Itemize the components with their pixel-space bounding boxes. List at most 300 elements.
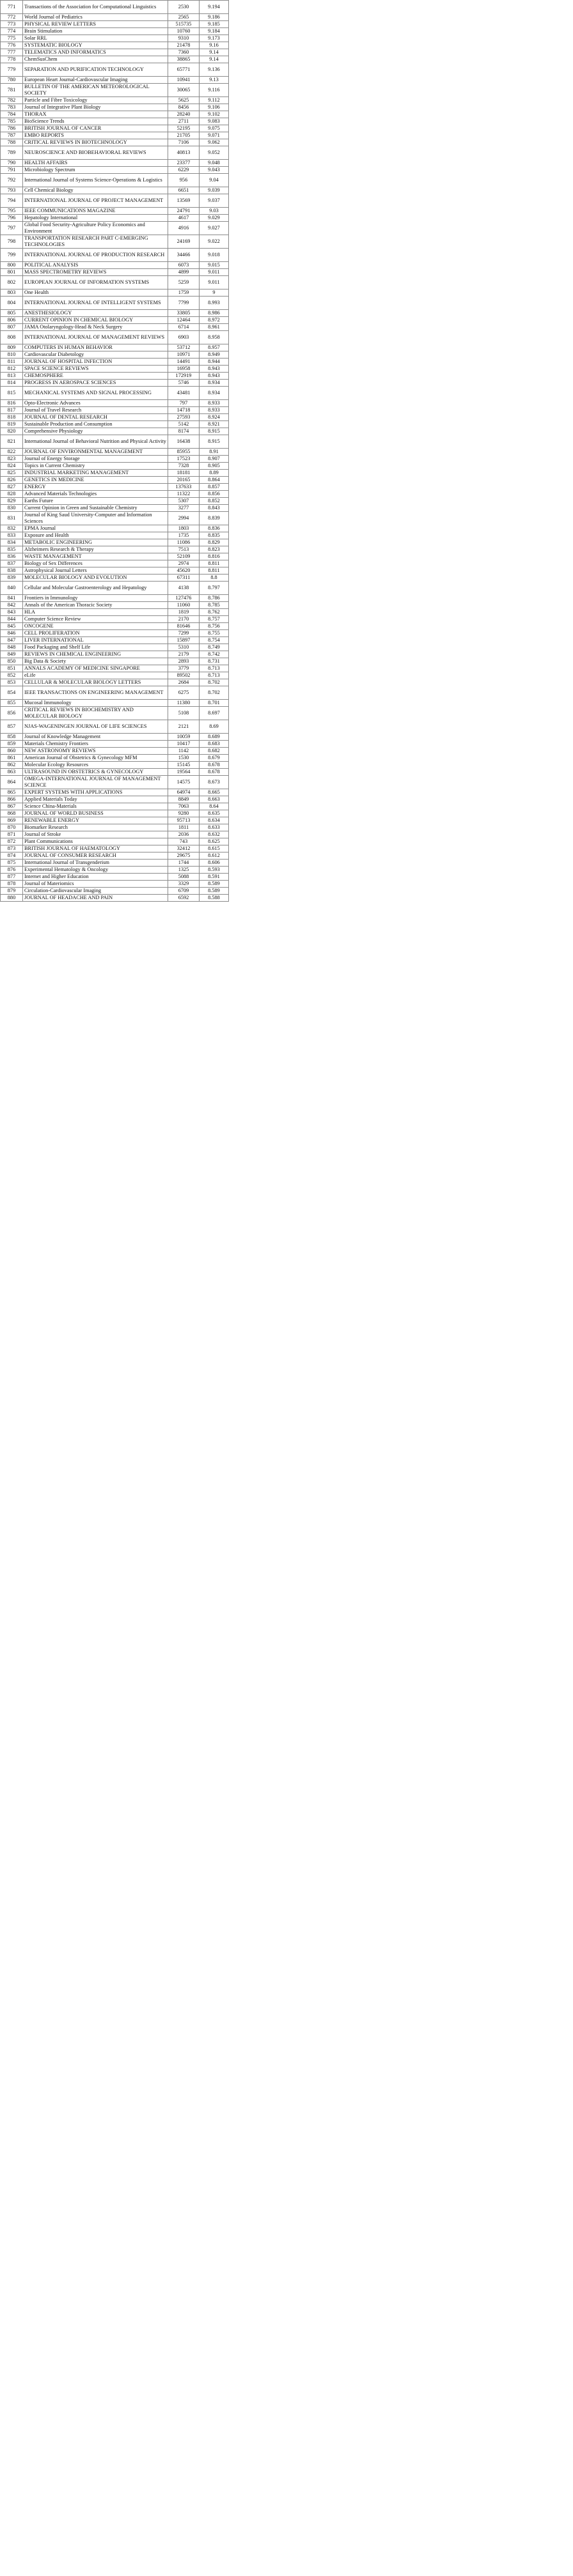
table-row xyxy=(1,414,229,421)
journal-name-cell: Topics in Current Chemistry xyxy=(23,463,168,470)
rank-cell: 795 xyxy=(1,208,23,215)
citations-cell: 6592 xyxy=(168,895,200,902)
rank-cell: 828 xyxy=(1,491,23,498)
journal-name-cell: CHEMOSPHERE xyxy=(23,373,168,380)
journal-name-cell: Annals of the American Thoracic Society xyxy=(23,602,168,609)
rank-cell: 863 xyxy=(1,769,23,776)
impact-factor-cell: 8.689 xyxy=(200,734,229,741)
journal-name-cell: ChemSusChem xyxy=(23,56,168,63)
journal-name-cell: EXPERT SYSTEMS WITH APPLICATIONS xyxy=(23,789,168,796)
table-row xyxy=(1,463,229,470)
citations-cell: 956 xyxy=(168,174,200,187)
impact-factor-cell: 9.14 xyxy=(200,56,229,63)
rank-cell: 838 xyxy=(1,567,23,575)
table-row xyxy=(1,428,229,435)
rank-cell: 815 xyxy=(1,387,23,400)
journal-name-cell: SPACE SCIENCE REVIEWS xyxy=(23,366,168,373)
rank-cell: 843 xyxy=(1,609,23,616)
citations-cell: 7360 xyxy=(168,49,200,56)
journal-name-cell: HLA xyxy=(23,609,168,616)
journal-name-cell: PROGRESS IN AEROSPACE SCIENCES xyxy=(23,380,168,387)
impact-factor-cell: 8.625 xyxy=(200,838,229,845)
impact-factor-cell: 8.857 xyxy=(200,484,229,491)
journal-name-cell: MASS SPECTROMETRY REVIEWS xyxy=(23,269,168,276)
citations-cell: 9310 xyxy=(168,35,200,42)
citations-cell: 10417 xyxy=(168,741,200,748)
table-row xyxy=(1,498,229,505)
table-row xyxy=(1,616,229,623)
citations-cell: 797 xyxy=(168,400,200,407)
citations-cell: 2684 xyxy=(168,679,200,686)
impact-factor-cell: 8.915 xyxy=(200,435,229,449)
citations-cell: 14491 xyxy=(168,359,200,366)
rank-cell: 798 xyxy=(1,235,23,249)
table-row xyxy=(1,351,229,359)
rank-cell: 865 xyxy=(1,789,23,796)
impact-factor-cell: 8.986 xyxy=(200,310,229,317)
impact-factor-cell: 8.678 xyxy=(200,769,229,776)
rank-cell: 786 xyxy=(1,125,23,132)
table-row xyxy=(1,146,229,160)
citations-cell: 8174 xyxy=(168,428,200,435)
citations-cell: 4899 xyxy=(168,269,200,276)
table-row xyxy=(1,42,229,49)
journal-name-cell: Applied Materials Today xyxy=(23,796,168,803)
citations-cell: 16438 xyxy=(168,435,200,449)
citations-cell: 29675 xyxy=(168,852,200,860)
journal-name-cell: WASTE MANAGEMENT xyxy=(23,553,168,560)
table-row xyxy=(1,860,229,867)
impact-factor-cell: 8.856 xyxy=(200,491,229,498)
citations-cell: 20165 xyxy=(168,477,200,484)
citations-cell: 38865 xyxy=(168,56,200,63)
citations-cell: 5746 xyxy=(168,380,200,387)
impact-factor-cell: 9.136 xyxy=(200,63,229,77)
journal-name-cell: One Health xyxy=(23,289,168,297)
journal-name-cell: INDUSTRIAL MARKETING MANAGEMENT xyxy=(23,470,168,477)
table-row xyxy=(1,132,229,139)
journal-name-cell: INTERNATIONAL JOURNAL OF INTELLIGENT SYSTEMS xyxy=(23,297,168,310)
table-row xyxy=(1,317,229,324)
citations-cell: 10971 xyxy=(168,351,200,359)
journal-name-cell: Alzheimers Research & Therapy xyxy=(23,546,168,553)
journal-name-cell: Journal of Travel Research xyxy=(23,407,168,414)
citations-cell: 52109 xyxy=(168,553,200,560)
table-row xyxy=(1,49,229,56)
rank-cell: 813 xyxy=(1,373,23,380)
rank-cell: 871 xyxy=(1,831,23,838)
impact-factor-cell: 8.972 xyxy=(200,317,229,324)
rank-cell: 832 xyxy=(1,525,23,532)
journal-name-cell: Journal of King Saud University-Computer and Information Sciences xyxy=(23,512,168,525)
impact-factor-cell: 9.16 xyxy=(200,42,229,49)
journal-name-cell: Plant Communications xyxy=(23,838,168,845)
journal-name-cell: European Heart Journal-Cardiovascular Imaging xyxy=(23,77,168,84)
journal-name-cell: TRANSPORTATION RESEARCH PART C-EMERGING TECHNOLOGIES xyxy=(23,235,168,249)
journal-name-cell: Computer Science Review xyxy=(23,616,168,623)
rank-cell: 784 xyxy=(1,111,23,118)
table-row xyxy=(1,505,229,512)
table-row xyxy=(1,35,229,42)
journal-name-cell: Astrophysical Journal Letters xyxy=(23,567,168,575)
table-row xyxy=(1,803,229,810)
rank-cell: 834 xyxy=(1,539,23,546)
impact-factor-cell: 8.835 xyxy=(200,532,229,539)
rank-cell: 792 xyxy=(1,174,23,187)
table-row xyxy=(1,776,229,789)
journal-name-cell: IEEE COMMUNICATIONS MAGAZINE xyxy=(23,208,168,215)
table-row xyxy=(1,881,229,888)
journal-name-cell: Solar RRL xyxy=(23,35,168,42)
impact-factor-cell: 9.13 xyxy=(200,77,229,84)
journal-name-cell: Exposure and Health xyxy=(23,532,168,539)
table-row xyxy=(1,595,229,602)
table-row xyxy=(1,484,229,491)
impact-factor-cell: 9.194 xyxy=(200,1,229,14)
citations-cell: 6229 xyxy=(168,167,200,174)
rank-cell: 874 xyxy=(1,852,23,860)
citations-cell: 6275 xyxy=(168,686,200,700)
journal-name-cell: Big Data & Society xyxy=(23,658,168,665)
impact-factor-cell: 9.018 xyxy=(200,249,229,262)
rank-cell: 823 xyxy=(1,456,23,463)
journal-name-cell: Current Opinion in Green and Sustainable Chemistry xyxy=(23,505,168,512)
journal-name-cell: JOURNAL OF HOSPITAL INFECTION xyxy=(23,359,168,366)
impact-factor-cell: 8.742 xyxy=(200,651,229,658)
impact-factor-cell: 8.663 xyxy=(200,796,229,803)
table-row xyxy=(1,707,229,720)
rank-cell: 877 xyxy=(1,874,23,881)
rank-cell: 880 xyxy=(1,895,23,902)
journal-name-cell: Hepatology International xyxy=(23,215,168,222)
journal-name-cell: SYSTEMATIC BIOLOGY xyxy=(23,42,168,49)
rank-cell: 836 xyxy=(1,553,23,560)
table-row xyxy=(1,817,229,824)
table-row xyxy=(1,310,229,317)
impact-factor-cell: 9.039 xyxy=(200,187,229,194)
table-row xyxy=(1,160,229,167)
impact-factor-cell: 9.03 xyxy=(200,208,229,215)
journal-name-cell: ONCOGENE xyxy=(23,623,168,630)
citations-cell: 24791 xyxy=(168,208,200,215)
impact-factor-cell: 8.943 xyxy=(200,373,229,380)
journal-name-cell: Journal of Energy Storage xyxy=(23,456,168,463)
impact-factor-cell: 8.591 xyxy=(200,874,229,881)
table-row xyxy=(1,679,229,686)
table-row xyxy=(1,831,229,838)
table-row xyxy=(1,602,229,609)
journal-name-cell: Materials Chemistry Frontiers xyxy=(23,741,168,748)
citations-cell: 1325 xyxy=(168,867,200,874)
table-row xyxy=(1,539,229,546)
impact-factor-cell: 8.811 xyxy=(200,560,229,567)
rank-cell: 824 xyxy=(1,463,23,470)
impact-factor-cell: 8.786 xyxy=(200,595,229,602)
impact-factor-cell: 8.757 xyxy=(200,616,229,623)
journal-name-cell: MOLECULAR BIOLOGY AND EVOLUTION xyxy=(23,575,168,582)
rank-cell: 772 xyxy=(1,14,23,21)
table-body xyxy=(1,1,229,902)
citations-cell: 8456 xyxy=(168,104,200,111)
impact-factor-cell: 8.634 xyxy=(200,817,229,824)
rank-cell: 864 xyxy=(1,776,23,789)
table-row xyxy=(1,796,229,803)
rank-cell: 867 xyxy=(1,803,23,810)
rank-cell: 827 xyxy=(1,484,23,491)
impact-factor-cell: 9 xyxy=(200,289,229,297)
rank-cell: 818 xyxy=(1,414,23,421)
rank-cell: 833 xyxy=(1,532,23,539)
citations-cell: 5108 xyxy=(168,707,200,720)
citations-cell: 12464 xyxy=(168,317,200,324)
journal-name-cell: CRITICAL REVIEWS IN BIOCHEMISTRY AND MOLECULAR BIOLOGY xyxy=(23,707,168,720)
rank-cell: 825 xyxy=(1,470,23,477)
journal-name-cell: Circulation-Cardiovascular Imaging xyxy=(23,888,168,895)
journal-name-cell: INTERNATIONAL JOURNAL OF MANAGEMENT REVIEWS xyxy=(23,331,168,344)
impact-factor-cell: 8.816 xyxy=(200,553,229,560)
impact-factor-cell: 8.852 xyxy=(200,498,229,505)
rank-cell: 860 xyxy=(1,748,23,755)
table-row xyxy=(1,637,229,644)
rank-cell: 788 xyxy=(1,139,23,146)
journal-name-cell: CELL PROLIFERATION xyxy=(23,630,168,637)
journal-name-cell: Food Packaging and Shelf Life xyxy=(23,644,168,651)
rank-cell: 800 xyxy=(1,262,23,269)
impact-factor-cell: 9.075 xyxy=(200,125,229,132)
rank-cell: 870 xyxy=(1,824,23,831)
table-row xyxy=(1,456,229,463)
impact-factor-cell: 8.678 xyxy=(200,762,229,769)
rank-cell: 835 xyxy=(1,546,23,553)
citations-cell: 34466 xyxy=(168,249,200,262)
table-row xyxy=(1,215,229,222)
journal-name-cell: LIVER INTERNATIONAL xyxy=(23,637,168,644)
journal-name-cell: HEALTH AFFAIRS xyxy=(23,160,168,167)
journal-name-cell: BioScience Trends xyxy=(23,118,168,125)
rank-cell: 855 xyxy=(1,700,23,707)
table-row xyxy=(1,380,229,387)
citations-cell: 45620 xyxy=(168,567,200,575)
citations-cell: 1811 xyxy=(168,824,200,831)
table-row xyxy=(1,651,229,658)
citations-cell: 7799 xyxy=(168,297,200,310)
table-row xyxy=(1,449,229,456)
table-row xyxy=(1,888,229,895)
citations-cell: 32412 xyxy=(168,845,200,852)
citations-cell: 2036 xyxy=(168,831,200,838)
citations-cell: 7328 xyxy=(168,463,200,470)
citations-cell: 127476 xyxy=(168,595,200,602)
rank-cell: 779 xyxy=(1,63,23,77)
table-row xyxy=(1,734,229,741)
table-row xyxy=(1,77,229,84)
rank-cell: 857 xyxy=(1,720,23,734)
table-row xyxy=(1,111,229,118)
rank-cell: 817 xyxy=(1,407,23,414)
impact-factor-cell: 9.186 xyxy=(200,14,229,21)
impact-factor-cell: 8.921 xyxy=(200,421,229,428)
citations-cell: 14575 xyxy=(168,776,200,789)
journal-name-cell: Sustainable Production and Consumption xyxy=(23,421,168,428)
impact-factor-cell: 8.64 xyxy=(200,803,229,810)
impact-factor-cell: 8.89 xyxy=(200,470,229,477)
citations-cell: 89502 xyxy=(168,672,200,679)
rank-cell: 876 xyxy=(1,867,23,874)
impact-factor-cell: 8.713 xyxy=(200,672,229,679)
impact-factor-cell: 8.749 xyxy=(200,644,229,651)
rank-cell: 787 xyxy=(1,132,23,139)
impact-factor-cell: 9.112 xyxy=(200,97,229,104)
journal-name-cell: NJAS-WAGENINGEN JOURNAL OF LIFE SCIENCES xyxy=(23,720,168,734)
journal-name-cell: Science China-Materials xyxy=(23,803,168,810)
citations-cell: 4916 xyxy=(168,222,200,235)
rank-cell: 826 xyxy=(1,477,23,484)
rank-cell: 794 xyxy=(1,194,23,208)
journal-name-cell: International Journal of Systems Science-Operations & Logistics xyxy=(23,174,168,187)
impact-factor-cell: 8.907 xyxy=(200,456,229,463)
citations-cell: 65771 xyxy=(168,63,200,77)
rank-cell: 852 xyxy=(1,672,23,679)
journal-name-cell: Journal of Knowledge Management xyxy=(23,734,168,741)
citations-cell: 6903 xyxy=(168,331,200,344)
table-row xyxy=(1,373,229,380)
rank-cell: 837 xyxy=(1,560,23,567)
citations-cell: 6709 xyxy=(168,888,200,895)
impact-factor-cell: 9.037 xyxy=(200,194,229,208)
rank-cell: 846 xyxy=(1,630,23,637)
impact-factor-cell: 8.756 xyxy=(200,623,229,630)
citations-cell: 81646 xyxy=(168,623,200,630)
journal-name-cell: INTERNATIONAL JOURNAL OF PROJECT MANAGEMENT xyxy=(23,194,168,208)
rank-cell: 872 xyxy=(1,838,23,845)
journal-name-cell: ANESTHESIOLOGY xyxy=(23,310,168,317)
citations-cell: 7106 xyxy=(168,139,200,146)
rank-cell: 869 xyxy=(1,817,23,824)
table-row xyxy=(1,686,229,700)
table-row xyxy=(1,895,229,902)
table-row xyxy=(1,97,229,104)
citations-cell: 15145 xyxy=(168,762,200,769)
table-row xyxy=(1,762,229,769)
table-row xyxy=(1,359,229,366)
impact-factor-cell: 9.173 xyxy=(200,35,229,42)
citations-cell: 743 xyxy=(168,838,200,845)
rank-cell: 811 xyxy=(1,359,23,366)
citations-cell: 10760 xyxy=(168,28,200,35)
impact-factor-cell: 8.934 xyxy=(200,380,229,387)
impact-factor-cell: 9.043 xyxy=(200,167,229,174)
table-row xyxy=(1,194,229,208)
table-row xyxy=(1,845,229,852)
rank-cell: 830 xyxy=(1,505,23,512)
citations-cell: 5625 xyxy=(168,97,200,104)
citations-cell: 6714 xyxy=(168,324,200,331)
citations-cell: 52195 xyxy=(168,125,200,132)
citations-cell: 1819 xyxy=(168,609,200,616)
citations-cell: 43481 xyxy=(168,387,200,400)
rank-cell: 793 xyxy=(1,187,23,194)
journal-name-cell: Biology of Sex Differences xyxy=(23,560,168,567)
impact-factor-cell: 9.106 xyxy=(200,104,229,111)
citations-cell: 137633 xyxy=(168,484,200,491)
impact-factor-cell: 8.665 xyxy=(200,789,229,796)
citations-cell: 3329 xyxy=(168,881,200,888)
impact-factor-cell: 8.958 xyxy=(200,331,229,344)
table-row xyxy=(1,477,229,484)
citations-cell: 2994 xyxy=(168,512,200,525)
rank-cell: 796 xyxy=(1,215,23,222)
rank-cell: 842 xyxy=(1,602,23,609)
citations-cell: 3277 xyxy=(168,505,200,512)
table-row xyxy=(1,824,229,831)
impact-factor-cell: 8.588 xyxy=(200,895,229,902)
rank-cell: 785 xyxy=(1,118,23,125)
rank-cell: 840 xyxy=(1,582,23,595)
table-row xyxy=(1,289,229,297)
rank-cell: 841 xyxy=(1,595,23,602)
citations-cell: 5307 xyxy=(168,498,200,505)
table-row xyxy=(1,118,229,125)
impact-factor-cell: 8.905 xyxy=(200,463,229,470)
journal-name-cell: NEW ASTRONOMY REVIEWS xyxy=(23,748,168,755)
rank-cell: 810 xyxy=(1,351,23,359)
citations-cell: 5310 xyxy=(168,644,200,651)
rank-cell: 831 xyxy=(1,512,23,525)
rank-cell: 780 xyxy=(1,77,23,84)
impact-factor-cell: 9.062 xyxy=(200,139,229,146)
citations-cell: 5088 xyxy=(168,874,200,881)
citations-cell: 4617 xyxy=(168,215,200,222)
rank-cell: 774 xyxy=(1,28,23,35)
journal-name-cell: Advanced Materials Technologies xyxy=(23,491,168,498)
rank-cell: 778 xyxy=(1,56,23,63)
table-row xyxy=(1,222,229,235)
table-row xyxy=(1,249,229,262)
journal-name-cell: Particle and Fibre Toxicology xyxy=(23,97,168,104)
table-row xyxy=(1,400,229,407)
journal-name-cell: Microbiology Spectrum xyxy=(23,167,168,174)
journal-name-cell: Frontiers in Immunology xyxy=(23,595,168,602)
citations-cell: 33805 xyxy=(168,310,200,317)
citations-cell: 6073 xyxy=(168,262,200,269)
impact-factor-cell: 8.713 xyxy=(200,665,229,672)
table-row xyxy=(1,575,229,582)
journal-name-cell: American Journal of Obstetrics & Gynecology MFM xyxy=(23,755,168,762)
citations-cell: 1735 xyxy=(168,532,200,539)
impact-factor-cell: 8.635 xyxy=(200,810,229,817)
rank-cell: 805 xyxy=(1,310,23,317)
journal-name-cell: CELLULAR & MOLECULAR BIOLOGY LETTERS xyxy=(23,679,168,686)
table-row xyxy=(1,874,229,881)
impact-factor-cell: 8.632 xyxy=(200,831,229,838)
rank-cell: 853 xyxy=(1,679,23,686)
citations-cell: 11322 xyxy=(168,491,200,498)
table-row xyxy=(1,167,229,174)
table-row xyxy=(1,14,229,21)
journal-name-cell: TELEMATICS AND INFORMATICS xyxy=(23,49,168,56)
citations-cell: 19564 xyxy=(168,769,200,776)
impact-factor-cell: 8.843 xyxy=(200,505,229,512)
journal-name-cell: JOURNAL OF DENTAL RESEARCH xyxy=(23,414,168,421)
impact-factor-cell: 9.052 xyxy=(200,146,229,160)
citations-cell: 27593 xyxy=(168,414,200,421)
rank-cell: 878 xyxy=(1,881,23,888)
journal-name-cell: Biomarker Research xyxy=(23,824,168,831)
table-row xyxy=(1,125,229,132)
citations-cell: 7513 xyxy=(168,546,200,553)
table-row xyxy=(1,208,229,215)
rank-cell: 812 xyxy=(1,366,23,373)
